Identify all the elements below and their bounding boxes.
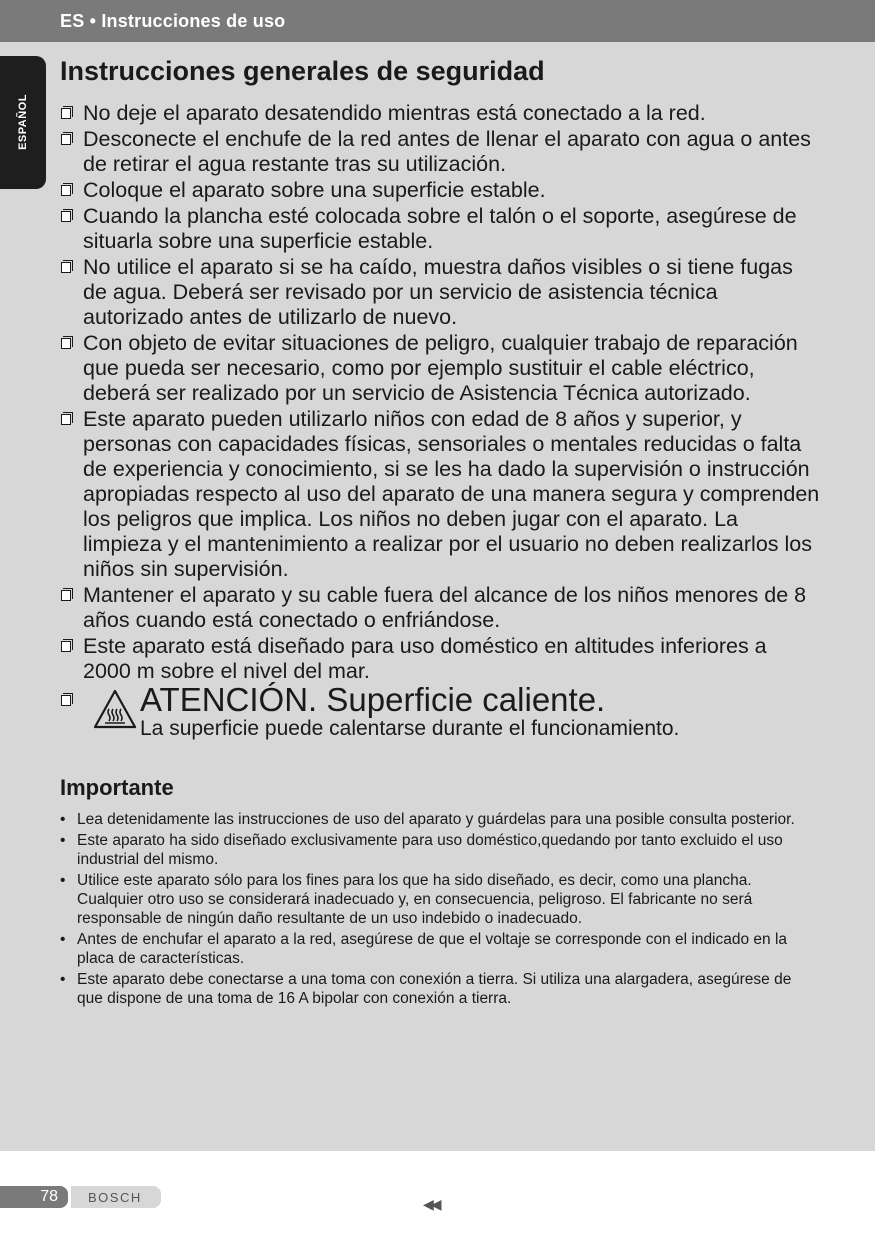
bullet-icon: •	[60, 971, 66, 988]
safety-item: Cuando la plancha esté colocada sobre el talón o el soporte, asegúrese de situarla sobre una superficie estable.	[60, 204, 820, 254]
safety-item: Coloque el aparato sobre una superficie estable.	[60, 178, 820, 203]
checkbox-icon	[61, 590, 71, 601]
checkbox-icon	[61, 108, 71, 119]
hot-surface-warning	[60, 681, 820, 744]
safety-item: No utilice el aparato si se ha caído, muestra daños visibles o si tiene fugas de agua. Deberá ser revisado por un servicio de asistencia técnica autorizado antes de utilizarlo de nuevo.	[60, 255, 820, 330]
page-header	[0, 0, 875, 42]
important-item: • Utilice este aparato sólo para los fines para los que ha sido diseñado, es decir, como una plancha. Cualquier otro uso se considerará inadecuado y, en consecuencia, peligroso. El fabricante no será responsable de ningún daño resultante de un uso indebido o inadecuado.	[60, 872, 753, 927]
warning-text: La superficie puede calentarse durante el funcionamiento.	[140, 717, 680, 740]
important-item: • Lea detenidamente las instrucciones de uso del aparato y guárdelas para una posible consulta posterior.	[60, 811, 795, 828]
safety-list	[60, 101, 820, 684]
safety-item: Este aparato está diseñado para uso doméstico en altitudes inferiores a 2000 m sobre el nivel del mar.	[60, 634, 820, 684]
bullet-icon: •	[60, 832, 66, 849]
checkbox-icon	[61, 211, 71, 222]
previous-page-icon[interactable]: ◀◀	[423, 1196, 439, 1212]
checkbox-icon	[61, 338, 71, 349]
checkbox-icon	[61, 262, 71, 273]
checkbox-icon	[61, 641, 71, 652]
brand-label: BOSCH	[71, 1186, 161, 1208]
bullet-icon: •	[60, 931, 66, 948]
page-number: 78	[0, 1186, 68, 1208]
warning-title: ATENCIÓN. Superficie caliente.	[140, 681, 606, 718]
safety-heading: Instrucciones generales de seguridad	[60, 56, 545, 86]
checkbox-icon	[61, 134, 71, 145]
header-title: ES • Instrucciones de uso	[60, 10, 286, 31]
important-list	[60, 810, 820, 1008]
bullet-icon: •	[60, 811, 66, 828]
safety-item: No deje el aparato desatendido mientras está conectado a la red.	[60, 101, 820, 126]
safety-item: Desconecte el enchufe de la red antes de llenar el aparato con agua o antes de retirar el agua restante tras su utilización.	[60, 127, 820, 177]
important-item: • Este aparato debe conectarse a una toma con conexión a tierra. Si utiliza una alargadera, asegúrese de que dispone de una toma de 16 A bipolar con conexión a tierra.	[60, 971, 792, 1007]
safety-item: Con objeto de evitar situaciones de peligro, cualquier trabajo de reparación que pueda ser necesario, como por ejemplo sustituir el cable eléctrico, deberá ser realizado por un servicio de Asistencia Técnica autorizado.	[60, 331, 820, 406]
checkbox-icon	[61, 185, 71, 196]
bullet-icon: •	[60, 872, 66, 889]
language-side-tab-label: ESPAÑOL	[17, 94, 29, 150]
important-item: • Antes de enchufar el aparato a la red, asegúrese de que el voltaje se corresponde con el indicado en la placa de características.	[60, 931, 788, 967]
important-item: • Este aparato ha sido diseñado exclusivamente para uso doméstico,quedando por tanto excluido el uso industrial del mismo.	[60, 832, 783, 868]
hot-surface-warning-icon	[92, 688, 138, 730]
checkbox-icon	[61, 414, 71, 425]
important-heading: Importante	[60, 775, 174, 800]
safety-item: Este aparato pueden utilizarlo niños con edad de 8 años y superior, y personas con capacidades físicas, sensoriales o mentales reducidas o falta de experiencia y conocimiento, si se les ha dado la supervisión o instrucción apropiadas respecto al uso del aparato de una manera segura y comprenden los peligros que implica. Los niños no deben jugar con el aparato. La limpieza y el mantenimiento a realizar por el usuario no deben realizarlos los niños sin supervisión.	[60, 407, 820, 582]
safety-item: Mantener el aparato y su cable fuera del alcance de los niños menores de 8 años cuando está conectado o enfriándose.	[60, 583, 820, 633]
main-content	[60, 54, 820, 1010]
checkbox-icon	[61, 695, 71, 706]
